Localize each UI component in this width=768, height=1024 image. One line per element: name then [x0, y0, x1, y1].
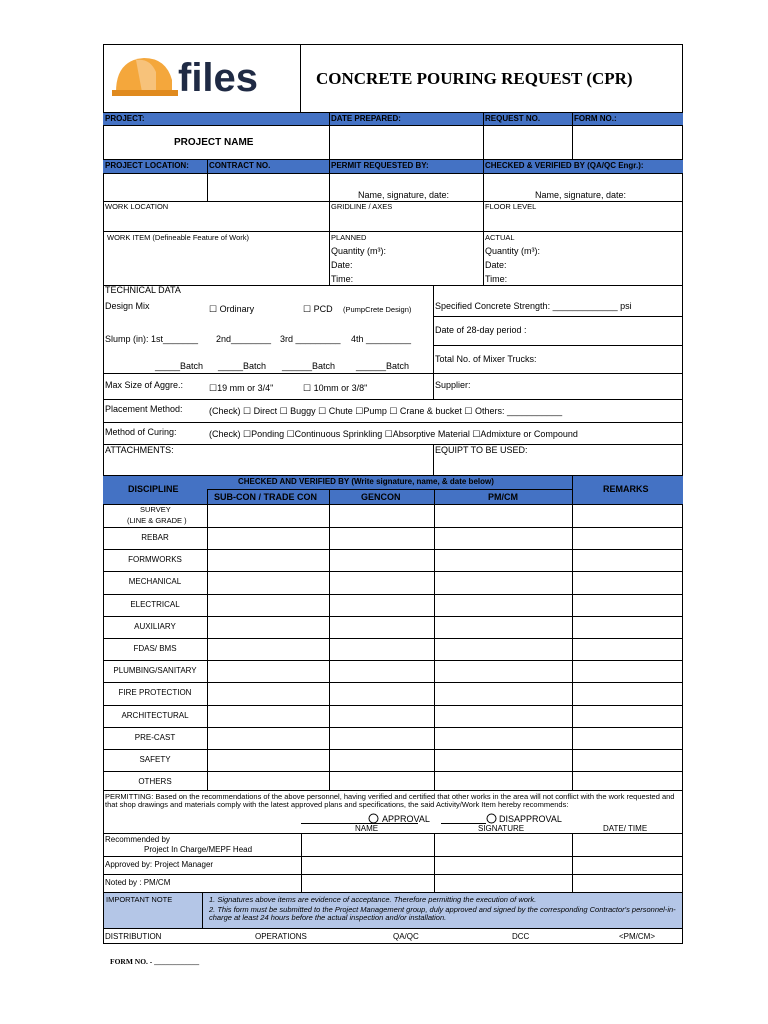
- signature-column-label: SIGNATURE: [478, 824, 525, 833]
- permitting-text: PERMITTING: Based on the recommendations of the above personnel, having verified and certified that other works in the area will not conflict with the work requested and that shop drawings and materials comply with the latest approved plans and specifications, the said Activity/Work Item hereby recommends:: [105, 792, 675, 809]
- distribution-label: DISTRIBUTION: [105, 932, 162, 941]
- supplier-label: Supplier:: [435, 380, 471, 390]
- discipline-electrical: ELECTRICAL: [130, 599, 180, 609]
- note-2-line-1: 2. This form must be submitted to the Project Management group, duly approved and signed by the corresponding Contractor's personnel-in-: [209, 905, 676, 914]
- batch-2: _____Batch: [218, 361, 267, 371]
- discipline-others: OTHERS: [138, 777, 172, 787]
- batch-1: _____Batch: [155, 361, 204, 371]
- approval-radio-icon[interactable]: [368, 813, 379, 824]
- discipline-plumbing-sanitary: PLUMBING/SANITARY: [113, 666, 197, 676]
- row-divider: [103, 571, 683, 572]
- discipline-fdas-bms: FDAS/ BMS: [133, 644, 177, 653]
- actual-time-label: Time:: [485, 274, 508, 284]
- row-divider: [103, 727, 683, 728]
- gencon-header: GENCON: [361, 492, 401, 502]
- noted-by-label: Noted by : PM/CM: [105, 878, 171, 887]
- name-column-label: NAME: [355, 824, 379, 833]
- mixer-trucks-label: Total No. of Mixer Trucks:: [435, 354, 537, 364]
- checked-verified-header: CHECKED AND VERIFIED BY (Write signature, name, & date below): [238, 477, 494, 486]
- distribution-dcc: DCC: [512, 932, 530, 941]
- curing-options[interactable]: (Check) ☐Ponding ☐Continuous Sprinkling ☐Absorptive Material ☐Admixture or Compound: [209, 429, 578, 439]
- pcd-note: (PumpCrete Design): [343, 305, 412, 314]
- verifier-sign-label: Name, signature, date:: [535, 190, 627, 200]
- request-no-label: REQUEST NO.: [485, 114, 541, 123]
- slump-4th: 4th _________: [351, 334, 412, 344]
- batch-4: ______Batch: [356, 361, 410, 371]
- survey-label: SURVEY: [140, 505, 171, 514]
- discipline-rebar: REBAR: [141, 533, 169, 542]
- row-divider: [103, 660, 683, 661]
- placement-method-label: Placement Method:: [105, 404, 183, 414]
- row-divider: [103, 682, 683, 683]
- row-divider: [103, 749, 683, 750]
- row-divider: [103, 638, 683, 639]
- subcon-header: SUB-CON / TRADE CON: [214, 492, 317, 502]
- row-divider: [103, 705, 683, 706]
- permit-requested-label: PERMIT REQUESTED BY:: [331, 161, 429, 170]
- requester-sign-label: Name, signature, date:: [358, 190, 450, 200]
- pmcm-header: PM/CM: [488, 492, 518, 502]
- logo-text: files: [178, 56, 259, 100]
- discipline-formworks: FORMWORKS: [128, 555, 182, 565]
- slump-2nd: 2nd________: [216, 334, 272, 344]
- important-note-label: IMPORTANT NOTE: [106, 895, 173, 904]
- distribution-operations: OPERATIONS: [255, 932, 307, 941]
- remarks-header: REMARKS: [603, 484, 649, 494]
- survey-sublabel: (LINE & GRADE ): [127, 516, 187, 525]
- row-divider: [103, 527, 683, 528]
- form-title: CONCRETE POURING REQUEST (CPR): [316, 69, 633, 88]
- work-item-label: WORK ITEM (Defineable Feature of Work): [107, 233, 249, 242]
- ordinary-checkbox[interactable]: ☐ Ordinary: [209, 304, 255, 314]
- project-in-charge-label: Project In Charge/MEPF Head: [144, 845, 253, 854]
- attachments-label: ATTACHMENTS:: [105, 445, 174, 455]
- design-mix-label: Design Mix: [105, 301, 150, 311]
- discipline-fire-protection: FIRE PROTECTION: [118, 688, 192, 698]
- batch-3: ______Batch: [282, 361, 336, 371]
- approval-label: APPROVAL: [382, 814, 430, 824]
- actual-date-label: Date:: [485, 260, 507, 270]
- discipline-pre-cast: PRE-CAST: [134, 732, 176, 742]
- hardhat-logo-icon: [110, 52, 180, 102]
- row-divider: [103, 549, 683, 550]
- concrete-strength-label: Specified Concrete Strength: _____________ psi: [435, 301, 632, 311]
- datetime-column-label: DATE/ TIME: [603, 824, 648, 833]
- footer-form-no: FORM NO. - ____________: [110, 957, 200, 966]
- placement-options[interactable]: (Check) ☐ Direct ☐ Buggy ☐ Chute ☐Pump ☐ Crane & bucket ☐ Others: ___________: [209, 406, 563, 416]
- discipline-mechanical: MECHANICAL: [128, 577, 182, 587]
- pcd-checkbox[interactable]: ☐ PCD: [303, 304, 333, 314]
- form-no-label: FORM NO.:: [574, 114, 617, 123]
- row-divider: [103, 594, 683, 595]
- actual-label: ACTUAL: [485, 233, 515, 242]
- discipline-auxiliary: AUXILIARY: [134, 621, 176, 631]
- header-divider: [300, 44, 301, 112]
- recommended-by-label: Recommended by: [105, 835, 170, 844]
- project-name: PROJECT NAME: [174, 137, 254, 148]
- checked-verified-label: CHECKED & VERIFIED BY (QA/QC Engr.):: [485, 161, 644, 170]
- planned-quantity-label: Quantity (m³):: [331, 246, 387, 256]
- discipline-header: DISCIPLINE: [128, 484, 179, 494]
- gridline-label: GRIDLINE / AXES: [331, 202, 393, 211]
- disapproval-label: DISAPPROVAL: [499, 814, 562, 824]
- curing-method-label: Method of Curing:: [105, 427, 177, 437]
- size-19mm-checkbox[interactable]: ☐19 mm or 3/4": [209, 383, 274, 393]
- date-28day-label: Date of 28-day period :: [435, 325, 527, 335]
- max-size-label: Max Size of Aggre.:: [105, 380, 184, 390]
- approved-by-label: Approved by: Project Manager: [105, 860, 214, 869]
- contract-no-label: CONTRACT NO.: [209, 161, 271, 170]
- distribution-qaqc: QA/QC: [393, 932, 419, 941]
- planned-date-label: Date:: [331, 260, 353, 270]
- row-divider: [103, 771, 683, 772]
- discipline-architectural: ARCHITECTURAL: [121, 710, 189, 720]
- slump-3rd: 3rd _________: [280, 334, 341, 344]
- row-divider: [103, 616, 683, 617]
- planned-time-label: Time:: [331, 274, 354, 284]
- planned-label: PLANNED: [331, 233, 367, 242]
- disapproval-radio-icon[interactable]: [486, 813, 497, 824]
- discipline-safety: SAFETY: [139, 755, 171, 764]
- slump-1st: Slump (in): 1st_______: [105, 334, 199, 344]
- floor-level-label: FLOOR LEVEL: [485, 202, 537, 211]
- technical-data-title: TECHNICAL DATA: [105, 285, 181, 295]
- equipt-label: EQUIPT TO BE USED:: [435, 445, 528, 455]
- work-location-label: WORK LOCATION: [105, 202, 169, 211]
- actual-quantity-label: Quantity (m³):: [485, 246, 541, 256]
- project-label: PROJECT:: [105, 114, 145, 123]
- note-2-line-2: charge at least 24 hours before the actual inspection and/or installation.: [209, 913, 447, 922]
- size-10mm-checkbox[interactable]: ☐ 10mm or 3/8": [303, 383, 368, 393]
- date-prepared-label: DATE PREPARED:: [331, 114, 401, 123]
- distribution-pmcm: <PM/CM>: [619, 932, 656, 941]
- project-location-label: PROJECT LOCATION:: [105, 161, 189, 170]
- note-1: 1. Signatures above items are evidence of acceptance. Therefore permitting the execution of work.: [209, 895, 537, 904]
